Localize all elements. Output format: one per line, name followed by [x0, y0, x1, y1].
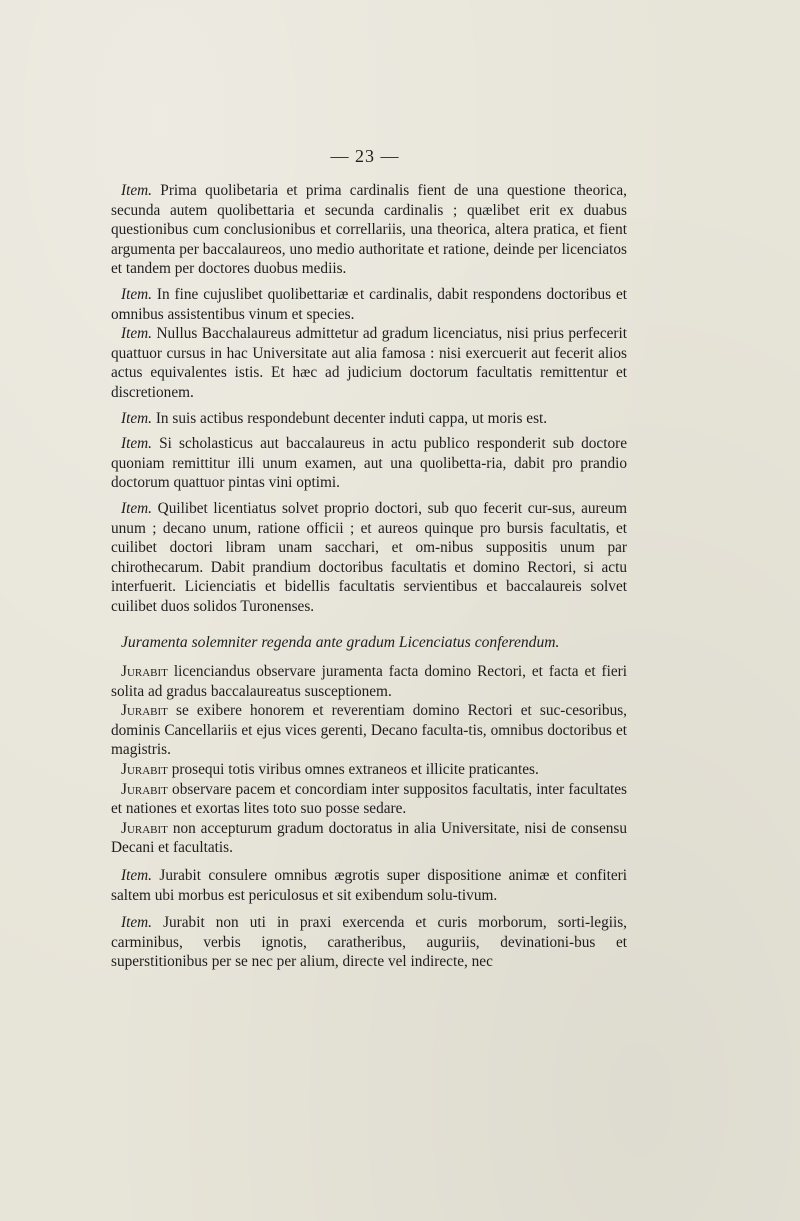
body-text — [111, 181, 627, 972]
paragraph-item-2 — [111, 285, 627, 324]
paragraph-text: Prima quolibetaria et prima cardinalis fient de una questione theorica, secunda autem quolibettaria et secunda cardinalis ; quælibet erit ex duabus questionibus cum conclusionibus et correllariis, una theorica, altera pratica, et fient argumenta per baccalaureos, uno medio authoritate et ratione, deinde per licenciatos et tandem per doctores duobus mediis. — [111, 182, 627, 278]
paragraph-text: Jurabit non uti in praxi exercenda et curis morborum, sorti-legiis, carminibus, verbis ignotis, caratheribus, auguriis, devinationi-bus et superstitionibus per se nec per alium, directe vel indirecte, nec — [111, 914, 627, 971]
paragraph-lead: Item. — [121, 182, 153, 199]
paragraph-text: Jurabit consulere omnibus ægrotis super dispositione animæ et confiteri saltem ubi morbus est periculosus et sit exibendum solu-tivum. — [111, 867, 627, 904]
paragraph-lead: Item. — [121, 499, 153, 517]
paragraph-text: In fine cujuslibet quolibettariæ et cardinalis, dabit respondens doctoribus et omnibus assistentibus vinum et species. — [111, 285, 627, 323]
paragraph-text: Nullus Bacchalaureus admittetur ad gradum licenciatus, nisi prius perfecerit quattuor cursus in hac Universitate aut alia famosa : nisi exercuerit aut fecerit alios actus equivalentes istis. Et hæc ad judicium doctorum facultatis remittentur et discretionem. — [111, 325, 627, 401]
oath-item-3 — [111, 760, 627, 780]
paragraph-item-4 — [111, 409, 627, 429]
page-number: — 23 — — [330, 146, 400, 166]
oath-text: prosequi totis viribus omnes extraneos et illicite praticantes. — [167, 761, 539, 779]
oath-item-5 — [111, 819, 627, 858]
oath-lead: Jurabit — [121, 819, 168, 837]
oath-text: non accepturum gradum doctoratus in alia Universitate, nisi de consensu Decani et facultatis. — [111, 819, 627, 857]
paragraph-item-1 — [111, 181, 627, 279]
oath-item-1 — [111, 662, 627, 701]
paragraph-item-5 — [111, 434, 627, 493]
paragraph-lead: Item. — [121, 914, 153, 932]
closing-item-1 — [111, 866, 627, 905]
paragraph-lead: Item. — [121, 325, 153, 343]
oath-text: licenciandus observare juramenta facta domino Rectori, et facta et fieri solita ad gradus baccalaureatus susceptionem. — [111, 663, 627, 700]
section-heading: Juramenta solemniter regenda ante gradum Licenciatus conferendum. — [121, 634, 560, 652]
paragraph-text: Si scholasticus aut baccalaureus in actu publico responderit sub doctore quoniam remittitur illi unum examen, aut una quolibetta-ria, dabit pro prandio doctorum quattuor pintas vini optimi. — [111, 435, 627, 492]
oath-text: observare pacem et concordiam inter suppositos facultatis, inter facultates et nationes et exortas lites toto suo posse sedare. — [111, 780, 627, 818]
paragraph-text: Quilibet licentiatus solvet proprio doctori, sub quo fecerit cur-sus, aureum unum ; decano unum, ratione officii ; et aureos quinque pro bursis facultatis, et cuilibet doctori libram unam sacchari, et om-nibus suppositis unum par chirothecarum. Dabit prandium doctoribus facultatis et domino Rectori, si actu interfuerit. Licienciatis et bidellis facultatis servientibus et baccalaureis solvet cuilibet duos solidos Turonenses. — [111, 499, 627, 615]
paragraph-lead: Item. — [121, 867, 153, 884]
paragraph-item-3 — [111, 324, 627, 402]
paragraph-lead: Item. — [121, 285, 153, 303]
oath-lead: Jurabit — [121, 702, 168, 720]
paragraph-lead: Item. — [121, 435, 153, 453]
oath-lead: Jurabit — [121, 663, 168, 681]
oath-text: se exibere honorem et reverentiam domino Rectori et suc-cesoribus, dominis Cancellariis et ejus vices gerenti, Decano faculta-tis, omnibus doctoribus et magistris. — [111, 702, 627, 759]
oath-lead: Jurabit — [121, 780, 168, 798]
closing-item-2 — [111, 913, 627, 972]
oath-lead: Jurabit — [121, 761, 168, 779]
paragraph-lead: Item. — [121, 409, 153, 427]
oath-item-4 — [111, 780, 627, 819]
oath-item-2 — [111, 701, 627, 760]
paragraph-text: In suis actibus respondebunt decenter induti cappa, ut moris est. — [152, 409, 548, 427]
paragraph-item-6 — [111, 499, 627, 617]
